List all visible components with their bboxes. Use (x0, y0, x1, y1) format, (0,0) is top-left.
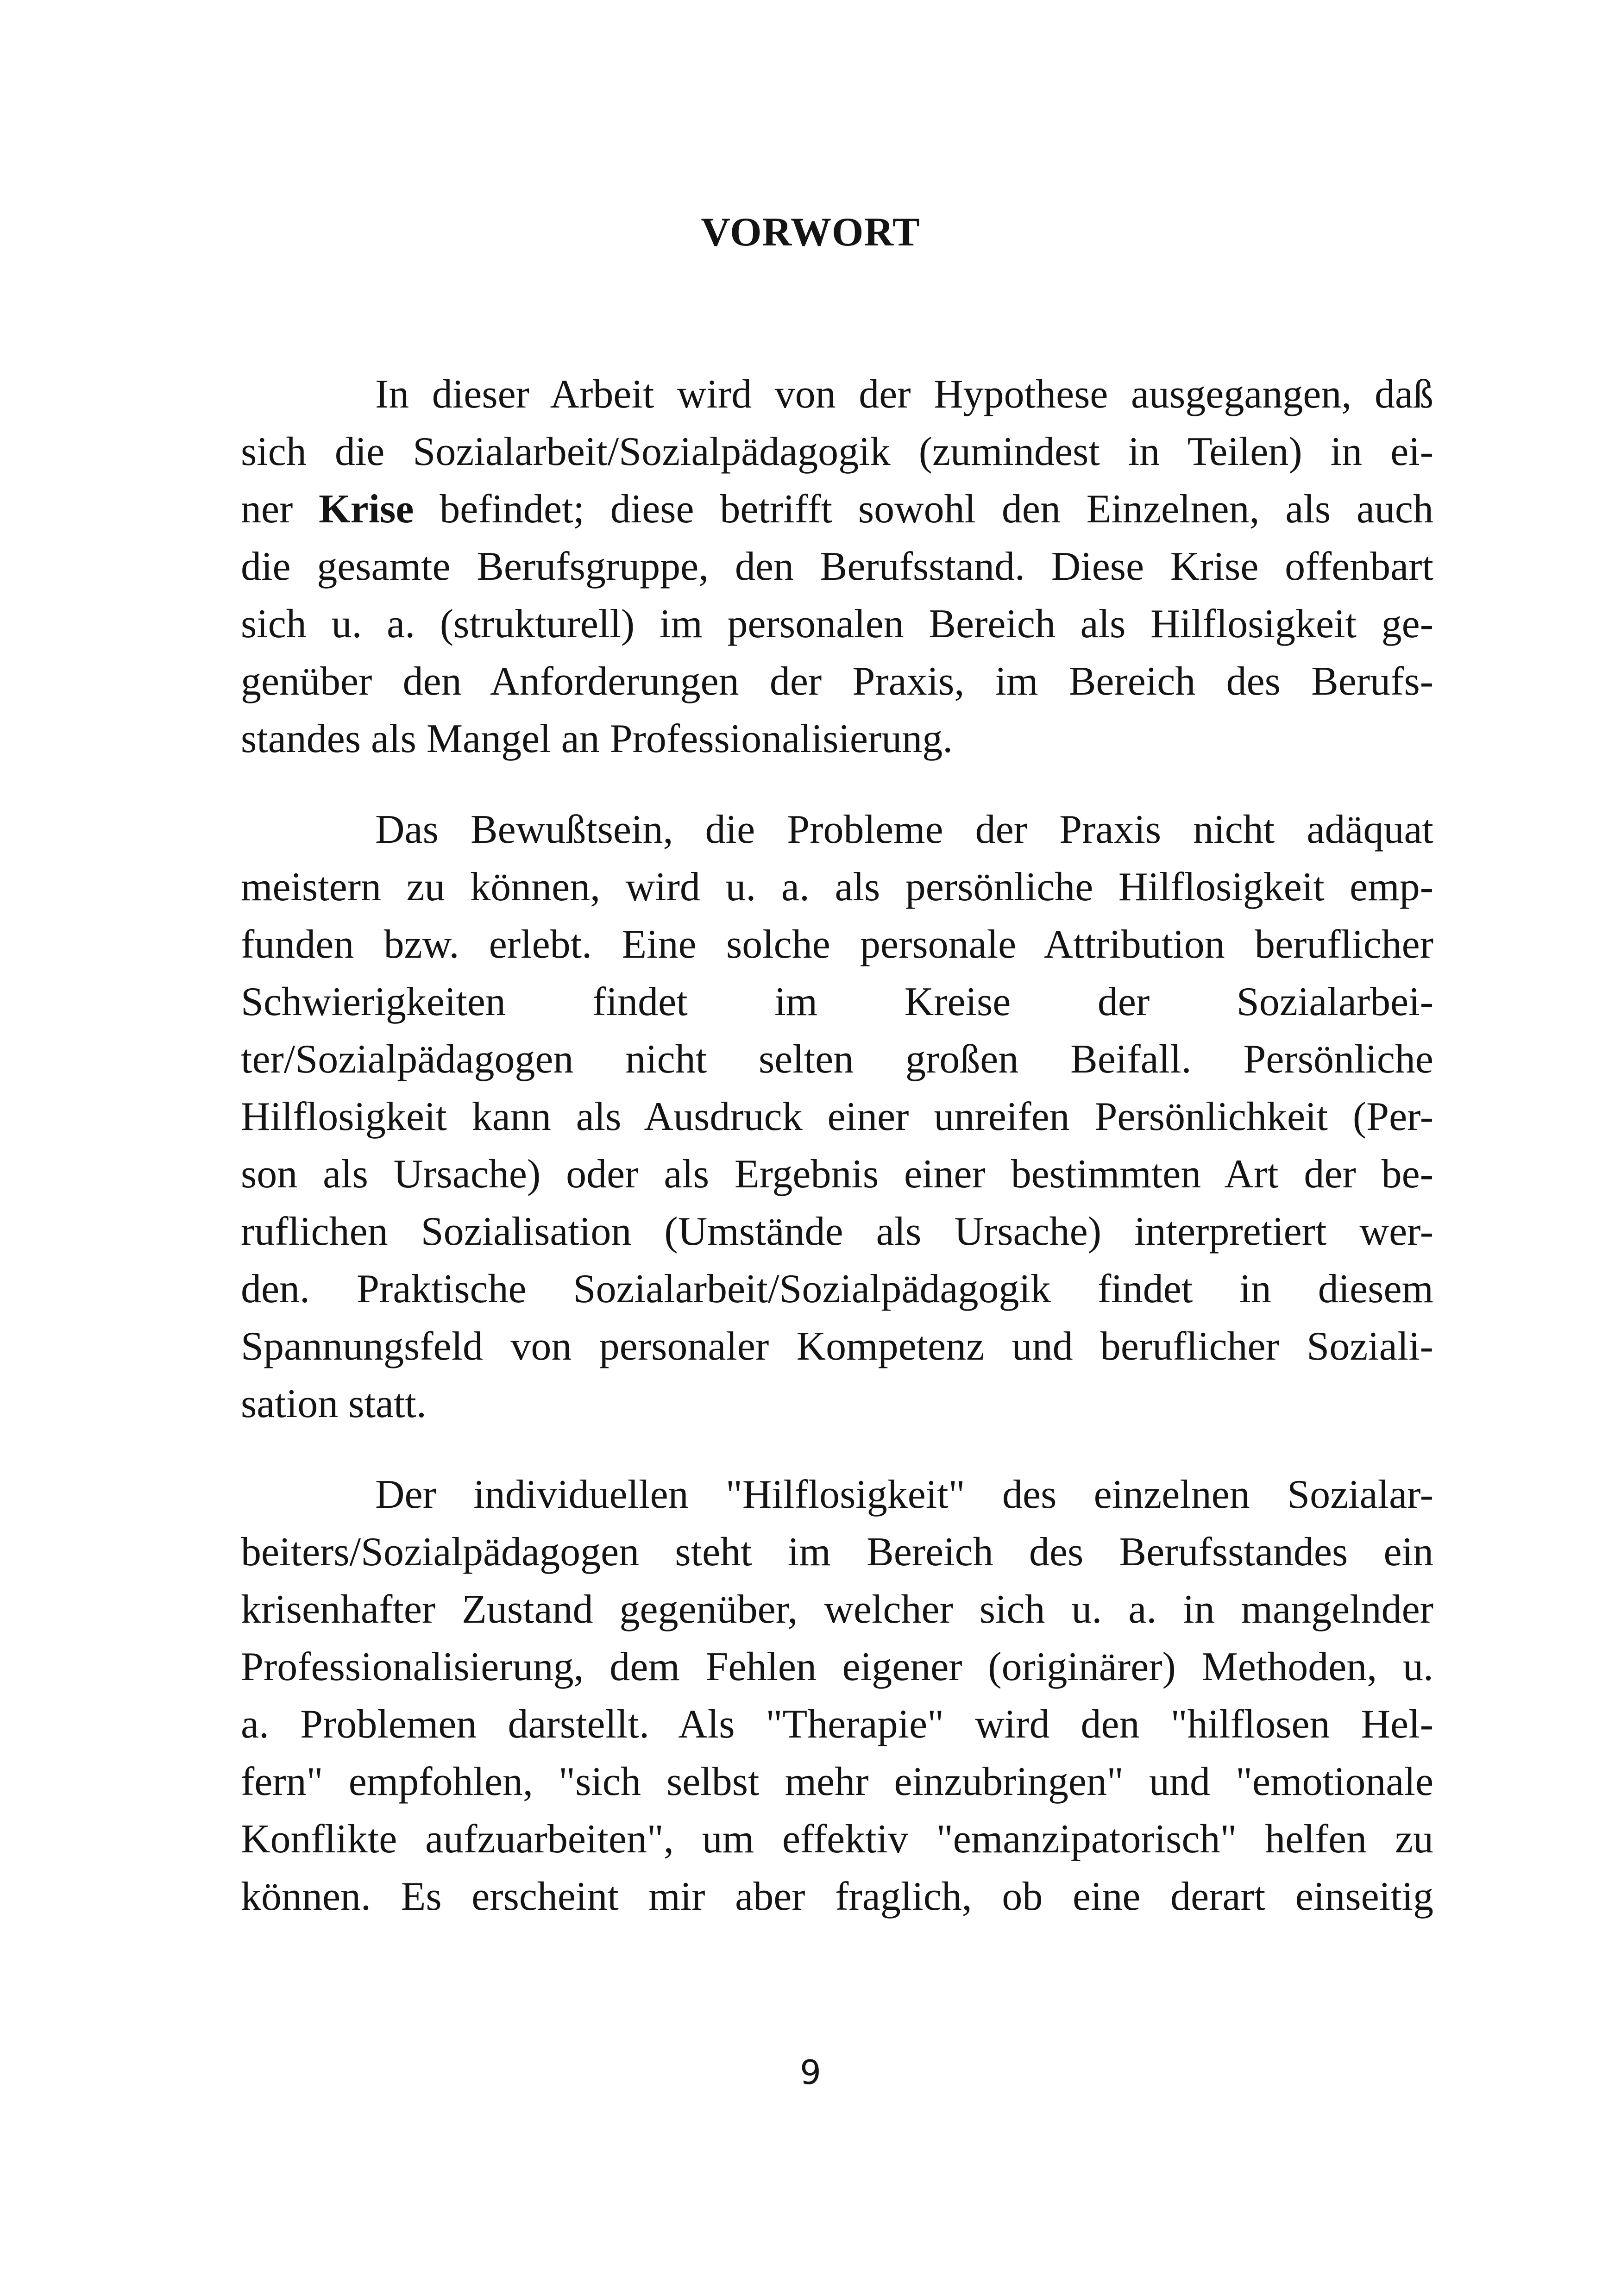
text-line: Spannungsfeld von personaler Kompetenz und beruflicher Soziali- (241, 1324, 1433, 1369)
text-fragment: ner (241, 487, 319, 532)
text-line: a. Problemen darstellt. Als "Therapie" wird den "hilflosen Hel- (241, 1702, 1433, 1747)
emphasis-krise: Krise (319, 487, 414, 532)
text-fragment: befindet; diese betrifft sowohl den Einzelnen, als auch (414, 487, 1433, 532)
text-line: Hilflosigkeit kann als Ausdruck einer unreifen Persönlichkeit (Per- (241, 1094, 1433, 1139)
text-line: beiters/Sozialpädagogen steht im Bereich des Berufsstandes ein (241, 1530, 1433, 1575)
text-line: Schwierigkeiten findet im Kreise der Sozialarbei- (241, 979, 1433, 1024)
text-line: standes als Mangel an Professionalisierung. (241, 716, 953, 761)
body-text (241, 366, 1433, 1926)
paragraph-2 (241, 801, 1433, 1433)
text-line: sich die Sozialarbeit/Sozialpädagogik (zumindest in Teilen) in ei- (241, 429, 1433, 474)
text-line: Professionalisierung, dem Fehlen eigener (originärer) Methoden, u. (241, 1644, 1433, 1689)
text-line: ruflichen Sozialisation (Umstände als Ursache) interpretiert wer- (241, 1209, 1433, 1254)
text-line: Das Bewußtsein, die Probleme der Praxis nicht adäquat (375, 807, 1433, 852)
text-line (241, 481, 1433, 538)
text-line: sation statt. (241, 1381, 427, 1426)
text-line: Konflikte aufzuarbeiten", um effektiv "emanzipatorisch" helfen zu (241, 1817, 1433, 1862)
text-line: meistern zu können, wird u. a. als persönliche Hilflosigkeit emp- (241, 865, 1433, 910)
text-line: funden bzw. erlebt. Eine solche personale Attribution beruflicher (241, 922, 1433, 967)
paragraph-3 (241, 1466, 1433, 1926)
text-line: In dieser Arbeit wird von der Hypothese ausgegangen, daß (375, 372, 1433, 417)
page-number: 9 (800, 2053, 821, 2092)
text-line: krisenhafter Zustand gegenüber, welcher sich u. a. in mangelnder (241, 1587, 1433, 1632)
text-line: son als Ursache) oder als Ergebnis einer bestimmten Art der be- (241, 1152, 1433, 1197)
text-line: genüber den Anforderungen der Praxis, im Bereich des Berufs- (241, 659, 1433, 704)
text-line: ter/Sozialpädagogen nicht selten großen Beifall. Persönliche (241, 1037, 1433, 1082)
paragraph-1 (241, 366, 1433, 768)
text-line: die gesamte Berufsgruppe, den Berufsstand. Diese Krise offenbart (241, 544, 1433, 589)
text-line: können. Es erscheint mir aber fraglich, ob eine derart einseitig (241, 1874, 1433, 1919)
text-line: fern" empfohlen, "sich selbst mehr einzubringen" und "emotionale (241, 1759, 1433, 1804)
text-line: den. Praktische Sozialarbeit/Sozialpädagogik findet in diesem (241, 1267, 1433, 1311)
page-title: VORWORT (701, 210, 920, 255)
text-line: sich u. a. (strukturell) im personalen Bereich als Hilflosigkeit ge- (241, 602, 1433, 646)
text-line: Der individuellen "Hilflosigkeit" des einzelnen Sozialar- (375, 1472, 1433, 1517)
